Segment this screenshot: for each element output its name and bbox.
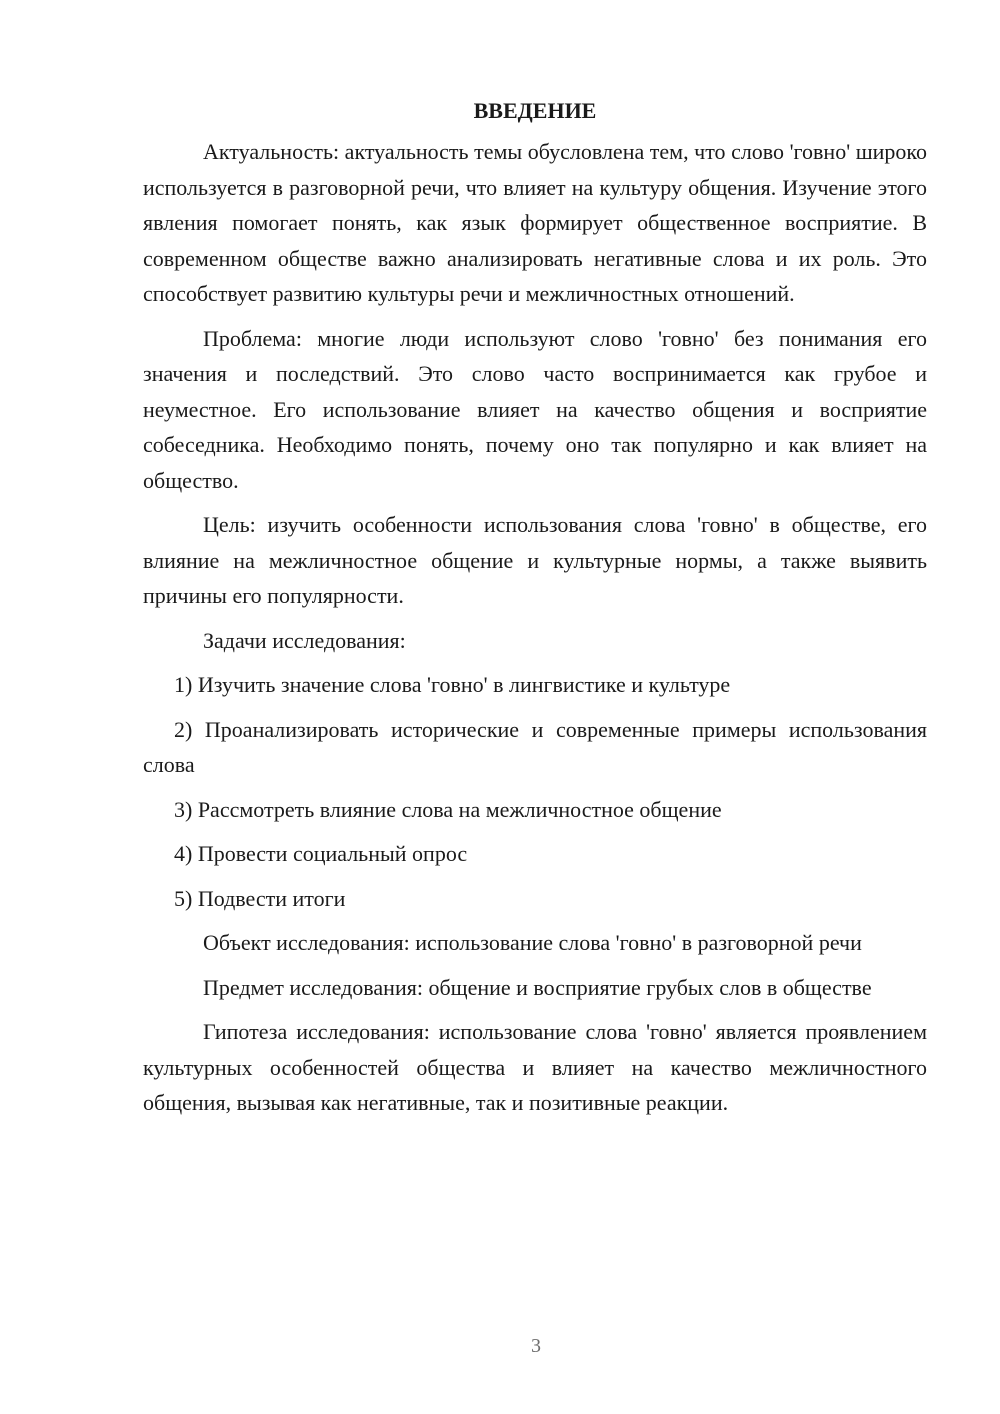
paragraph-subject: Предмет исследования: общение и восприятие грубых слов в обществе: [203, 974, 872, 1000]
page-number: 3: [531, 1335, 541, 1357]
paragraph-relevance: Актуальность: актуальность темы обусловлена тем, что слово 'говно' широко используется в разговорной речи, что влияет на культуру общения. Изучение этого явления помогает понять, как язык формирует общественное восприятие. В современном обществе важно анализировать негативные слова и их роль. Это способствует развитию культуры речи и межличностных отношений.: [143, 139, 927, 306]
task-item-5: 5) Подвести итоги: [174, 885, 346, 911]
paragraph-goal: Цель: изучить особенности использования слова 'говно' в обществе, его влияние на межличностное общение и культурные нормы, а также выявить причины его популярности.: [143, 512, 927, 608]
task-item-3: 3) Рассмотреть влияние слова на межличностное общение: [174, 796, 722, 822]
paragraph-hypothesis: Гипотеза исследования: использование слова 'говно' является проявлением культурных особенностей общества и влияет на качество межличностного общения, вызывая как негативные, так и позитивные реакции.: [143, 1019, 927, 1115]
page-content: [143, 93, 927, 1130]
paragraph-problem: Проблема: многие люди используют слово 'говно' без понимания его значения и последствий. Это слово часто воспринимается как грубое и неуместное. Его использование влияет на качество общения и восприятие собеседника. Необходимо понять, почему оно так популярно и как влияет на общество.: [143, 325, 927, 493]
task-item-4: 4) Провести социальный опрос: [174, 841, 468, 866]
tasks-heading: Задачи исследования:: [203, 627, 406, 653]
paragraph-object: Объект исследования: использование слова 'говно' в разговорной речи: [203, 930, 862, 955]
task-item-2: 2) Проанализировать исторические и современные примеры использования слова: [143, 716, 927, 777]
task-item-1: 1) Изучить значение слова 'говно' в лингвистике и культуре: [174, 672, 731, 697]
page-title: ВВЕДЕНИЕ: [473, 98, 597, 123]
